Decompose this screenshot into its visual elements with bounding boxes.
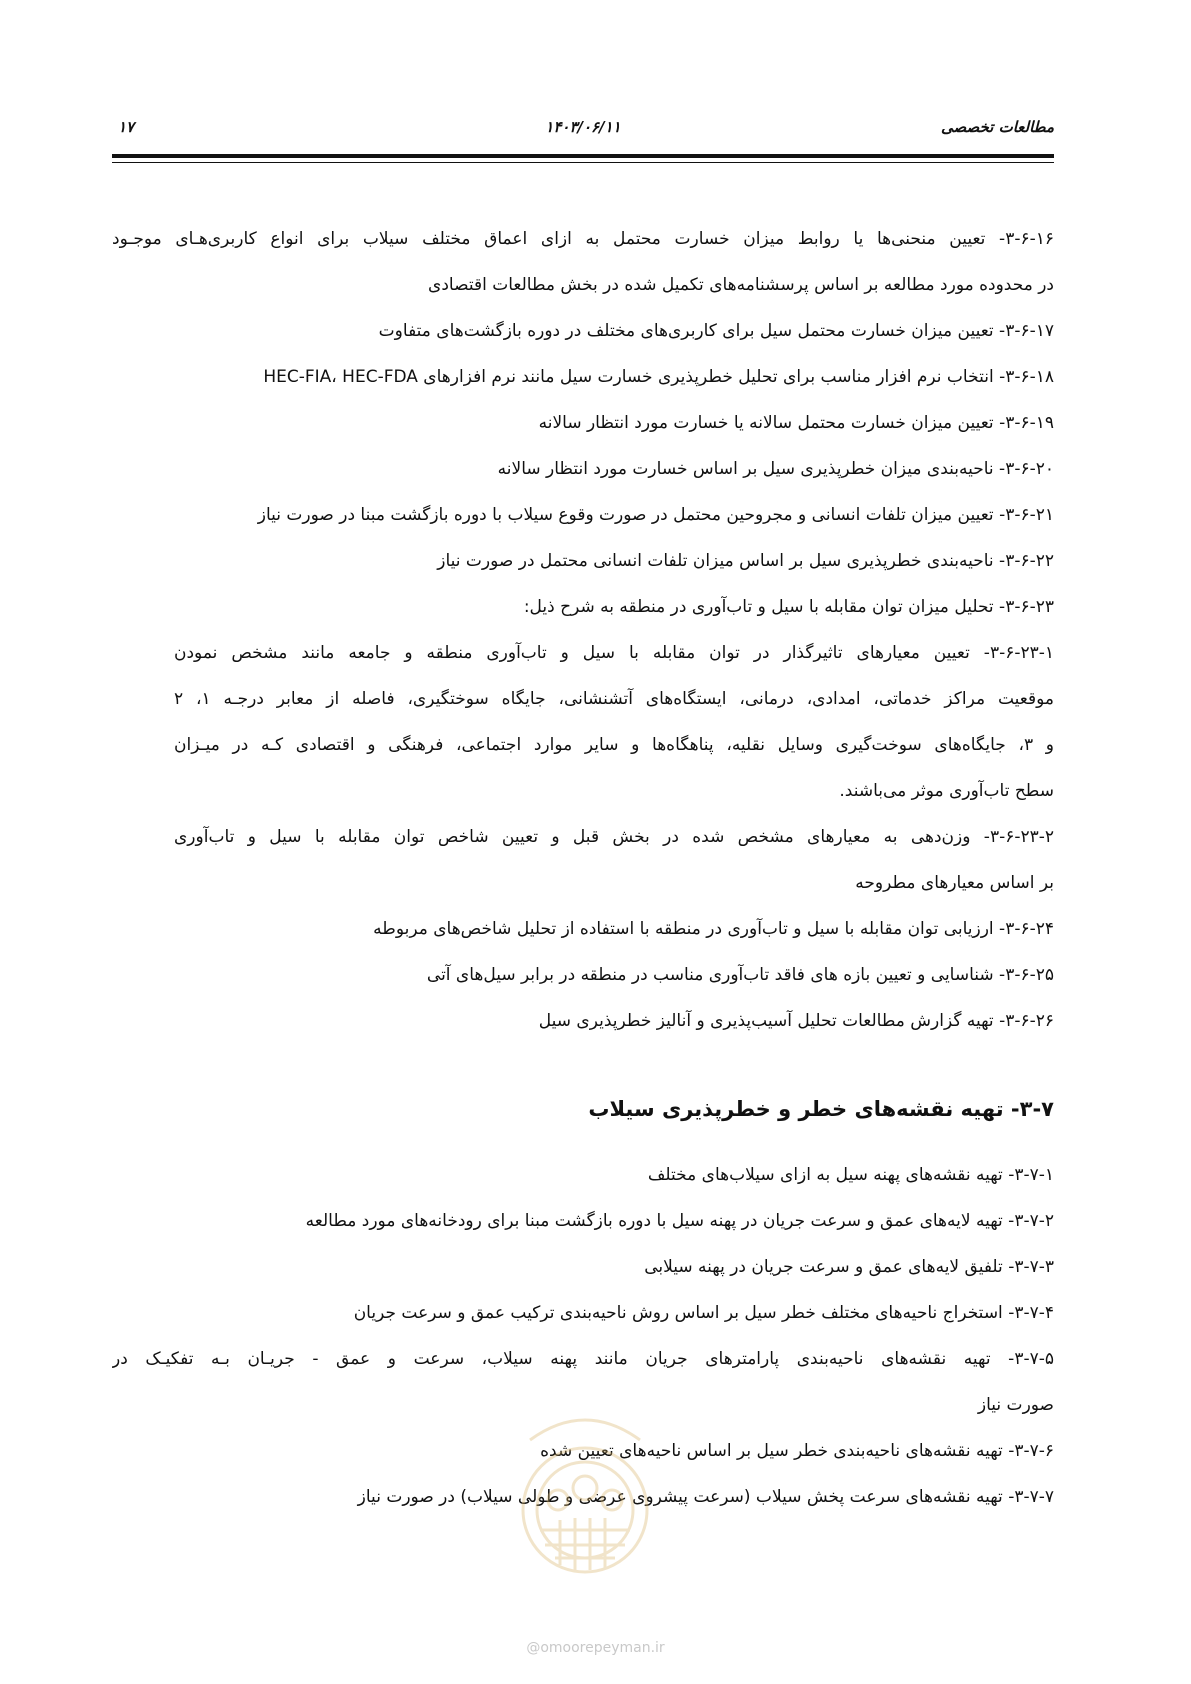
list-item: ۳-۶-۲۲- ناحیه‌بندی خطرپذیری سیل بر اساس میزان تلفات انسانی محتمل در صورت نیاز <box>437 551 1054 571</box>
header-rule-thick <box>112 154 1054 158</box>
list-item: ۳-۶-۱۹- تعیین میزان خسارت محتمل سالانه یا خسارت مورد انتظار سالانه <box>538 413 1054 433</box>
list-item: ۳-۷-۱- تهیه نقشه‌های پهنه سیل به ازای سیلاب‌های مختلف <box>647 1165 1054 1185</box>
sub-list-item: بر اساس معیارهای مطروحه <box>855 873 1054 893</box>
page-number: ۱۷ <box>118 118 135 136</box>
list-item: ۳-۷-۶- تهیه نقشه‌های ناحیه‌بندی خطر سیل بر اساس ناحیه‌های تعیین شده <box>540 1441 1054 1461</box>
list-item: صورت نیاز <box>977 1395 1054 1415</box>
document-body <box>112 216 1054 1520</box>
list-item: ۳-۶-۱۷- تعیین میزان خسارت محتمل سیل برای کاربری‌های مختلف در دوره بازگشت‌های متفاوت <box>378 321 1054 341</box>
sub-list-item: ۳-۶-۲۳-۱- تعیین معیارهای تاثیرگذار در توان مقابله با سیل و تاب‌آوری منطقه و جامعه مانند مشخص نمودن <box>174 643 1054 663</box>
list-item: ۳-۷-۴- استخراج ناحیه‌های مختلف خطر سیل بر اساس روش ناحیه‌بندی ترکیب عمق و سرعت جریان <box>353 1303 1054 1323</box>
list-item: ۳-۷-۳- تلفیق لایه‌های عمق و سرعت جریان در پهنه سیلابی <box>644 1257 1054 1277</box>
watermark-seal-icon <box>500 1400 670 1590</box>
header-date: ۱۴۰۳/۰۶/۱۱ <box>545 118 621 136</box>
list-item: ۳-۷-۵- تهیه نقشه‌های ناحیه‌بندی پارامترهای جریان مانند پهنه سیلاب، سرعت و عمق - جریـان بـه تفکیـک در <box>112 1349 1054 1369</box>
list-item: ۳-۶-۲۴- ارزیابی توان مقابله با سیل و تاب‌آوری در منطقه با استفاده از تحلیل شاخص‌های مربوطه <box>373 919 1054 939</box>
list-item: در محدوده مورد مطالعه بر اساس پرسشنامه‌های تکمیل شده در بخش مطالعات اقتصادی <box>428 275 1054 295</box>
sub-list-item: و ۳، جایگاه‌های سوخت‌گیری وسایل نقلیه، پناهگاه‌ها و سایر موارد اجتماعی، فرهنگی و اقتصادی کـه در میـزان <box>174 735 1054 755</box>
section-heading: ۳-۷- تهیه نقشه‌های خطر و خطرپذیری سیلاب <box>588 1097 1054 1121</box>
list-item: ۳-۶-۲۱- تعیین میزان تلفات انسانی و مجروحین محتمل در صورت وقوع سیلاب با دوره بازگشت مبنا در صورت نیاز <box>257 505 1054 525</box>
header-title: مطالعات تخصصی <box>940 118 1054 136</box>
header-rule-thin <box>112 162 1054 163</box>
list-item: ۳-۶-۲۵- شناسایی و تعیین بازه های فاقد تاب‌آوری مناسب در منطقه در برابر سیل‌های آتی <box>426 965 1054 985</box>
list-item: ۳-۷-۷- تهیه نقشه‌های سرعت پخش سیلاب (سرعت پیشروی عرضی و طولی سیلاب) در صورت نیاز <box>357 1487 1054 1507</box>
list-item: ۳-۷-۲- تهیه لایه‌های عمق و سرعت جریان در پهنه سیل با دوره بازگشت مبنا برای رودخانه‌های مورد مطالعه <box>305 1211 1054 1231</box>
list-item: ۳-۶-۲۶- تهیه گزارش مطالعات تحلیل آسیب‌پذیری و آنالیز خطرپذیری سیل <box>538 1011 1054 1031</box>
watermark-url: @omoorepeyman.ir <box>526 1640 665 1656</box>
sub-list-item: سطح تاب‌آوری موثر می‌باشند. <box>839 781 1054 801</box>
list-item: ۳-۶-۲۰- ناحیه‌بندی میزان خطرپذیری سیل بر اساس خسارت مورد انتظار سالانه <box>497 459 1054 479</box>
list-item: ۳-۶-۱۸- انتخاب نرم افزار مناسب برای تحلیل خطرپذیری خسارت سیل مانند نرم افزارهای HEC-FIA، HEC-FDA <box>263 367 1054 387</box>
page-header <box>112 118 1054 148</box>
list-item: ۳-۶-۱۶- تعیین منحنی‌ها یا روابط میزان خسارت محتمل به ازای اعماق مختلف سیلاب برای انواع کاربری‌هـای موجـود <box>112 229 1054 249</box>
sub-list-item: موقعیت مراکز خدماتی، امدادی، درمانی، ایستگاه‌های آتشنشانی، جایگاه سوختگیری، فاصله از معابر درجـه ۱، ۲ <box>174 689 1054 709</box>
list-item: ۳-۶-۲۳- تحلیل میزان توان مقابله با سیل و تاب‌آوری در منطقه به شرح ذیل: <box>523 597 1054 617</box>
sub-list-item: ۳-۶-۲۳-۲- وزن‌دهی به معیارهای مشخص شده در بخش قبل و تعیین شاخص توان مقابله با سیل و تاب‌آوری <box>174 827 1054 847</box>
